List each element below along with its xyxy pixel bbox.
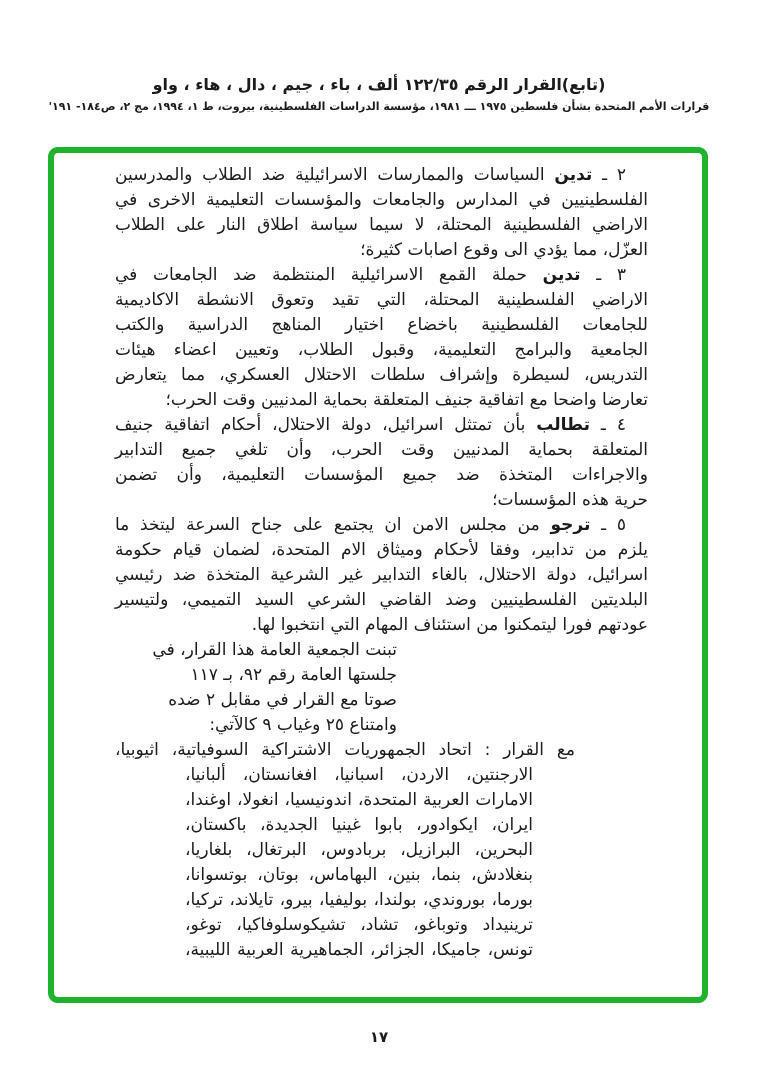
- source-citation: قرارات الأمم المتحدة بشأن فلسطين ١٩٧٥ ـــ ١٩٨١، مؤسسة الدراسات الفلسطينية، بيروت، ط ١، ١٩٩٤، مج ٢، ص١٨٤- ١٩١': [48, 100, 710, 113]
- vote-record: [115, 738, 648, 963]
- page-number: ١٧: [369, 1028, 389, 1046]
- clause-text: حملة القمع الاسرائيلية المنتظمة ضد الجامعات في: [115, 265, 543, 285]
- text-line: الجامعية والبرامج التعليمية، وقبول الطلاب، وتعيين اعضاء هيئات: [115, 340, 648, 360]
- text-line: التدريس، لسيطرة وإشراف سلطات الاحتلال العسكري، مما يتعارض: [115, 365, 648, 385]
- text-line: صوتا مع القرار في مقابل ٢ ضده: [168, 690, 397, 710]
- text-line: جلستها العامة رقم ٩٢، بـ ١١٧: [190, 665, 397, 685]
- highlight-box: [48, 147, 708, 1003]
- clause-first-line: [115, 163, 648, 188]
- text-line: الامارات العربية المتحدة، اندونيسيا، انغولا، اوغندا،: [185, 790, 533, 810]
- clause-number: ٤ ـ: [590, 415, 626, 435]
- vote-countries-first: اتحاد الجمهوريات الاشتراكية السوفياتية، اثيوبيا،: [115, 740, 472, 760]
- clause-4: [115, 413, 648, 513]
- clause-keyword: تدين: [554, 165, 593, 185]
- clause-number: ٣ ـ: [580, 265, 626, 285]
- clause-text: بأن تمتثل اسرائيل، دولة الاحتلال، أحكام اتفاقية جنيف: [115, 415, 537, 435]
- text-line: المتعلقة بحماية المدنيين وقت الحرب، وأن تلغي جميع التدابير: [115, 440, 648, 460]
- text-line: الفلسطينيين في المدارس والجامعات والمؤسسات التعليمية الاخرى في: [115, 190, 648, 210]
- clause-text: من مجلس الامن ان يجتمع على جناح السرعة ليتخذ ما: [115, 515, 551, 535]
- clause-3: [115, 263, 648, 413]
- clause-number: ٢ ـ: [592, 165, 626, 185]
- adoption-statement: [115, 638, 648, 738]
- clause-2: [115, 163, 648, 263]
- vote-countries-list: [115, 763, 648, 963]
- clause-5: [115, 513, 648, 638]
- clause-body: [115, 188, 648, 263]
- text-line: اسرائيل، دولة الاحتلال، بالغاء التدابير غير الشرعية المتخذة ضد رئيسي: [115, 565, 648, 585]
- resolution-title: (تابع)القرار الرقم ١٢٢/٣٥ ألف ، باء ، جيم ، دال ، هاء ، واو: [152, 75, 606, 94]
- clause-first-line: [115, 263, 648, 288]
- clause-body: [115, 288, 648, 413]
- text-line: الارجنتين، الاردن، اسبانيا، افغانستان، ألبانيا،: [185, 765, 533, 785]
- page-header: [0, 74, 758, 114]
- text-line: يلزم من تدابير، وفقا لأحكام وميثاق الام المتحدة، لضمان قيام حكومة: [115, 540, 648, 560]
- clause-keyword: تدين: [542, 265, 581, 285]
- text-line: العزّل، مما يؤدي الى وقوع اصابات كثيرة؛: [360, 240, 648, 260]
- text-line: حرية هذه المؤسسات؛: [492, 490, 648, 510]
- clause-number: ٥ ـ: [590, 515, 626, 535]
- text-line: وامتناع ٢٥ وغياب ٩ كالآتي:: [209, 715, 397, 735]
- clause-body: [115, 438, 648, 513]
- text-line: والاجراءات المتخذة ضد جميع المؤسسات التعليمية، وأن تضمن: [115, 465, 648, 485]
- text-line: تونس، جاميكا، الجزائر، الجماهيرية العربية الليبية،: [185, 940, 533, 960]
- vote-with-line: [115, 738, 575, 763]
- text-line: البحرين، البرازيل، بربادوس، البرتغال، بلغاريا،: [185, 840, 533, 860]
- clause-body: [115, 538, 648, 638]
- text-line: بنغلادش، بنما، بنين، البهاماس، بوتان، بوتسوانا،: [185, 865, 533, 885]
- clause-first-line: [115, 513, 648, 538]
- text-line: ترينيداد وتوباغو، تشاد، تشيكوسلوفاكيا، توغو،: [185, 915, 533, 935]
- text-line: تبنت الجمعية العامة هذا القرار، في: [152, 640, 397, 660]
- text-line: الاراضي الفلسطينية المحتلة، التي تقيد وتعوق الانشطة الاكاديمية: [115, 290, 648, 310]
- text-line: تعارضا واضحا مع اتفاقية جنيف المتعلقة بحماية المدنيين وقت الحرب؛: [165, 390, 648, 410]
- resolution-text: [54, 153, 702, 997]
- text-line: البلديتين الفلسطينيين وضد القاضي الشرعي السيد التميمي، ولتيسير: [115, 590, 648, 610]
- clause-keyword: ترجو: [550, 515, 591, 535]
- text-line: للجامعات الفلسطينية باخضاع اختيار المناهج الدراسية والكتب: [115, 315, 648, 335]
- clause-text: السياسات والممارسات الاسرائيلية ضد الطلاب والمدرسين: [115, 165, 555, 185]
- text-line: عودتهم فورا ليتمكنوا من استئناف المهام التي انتخبوا لها.: [251, 615, 648, 635]
- text-line: الاراضي الفلسطينية المحتلة، لا سيما سياسة اطلاق النار على الطلاب: [115, 215, 648, 235]
- text-line: ايران، ايكوادور، بابوا غينيا الجديدة، باكستان،: [185, 815, 533, 835]
- vote-label: مع القرار :: [484, 740, 575, 760]
- clause-first-line: [115, 413, 648, 438]
- clause-keyword: تطالب: [536, 415, 590, 435]
- text-line: بورما، بوروندي، بولندا، بوليفيا، بيرو، تايلاند، تركيا،: [185, 890, 533, 910]
